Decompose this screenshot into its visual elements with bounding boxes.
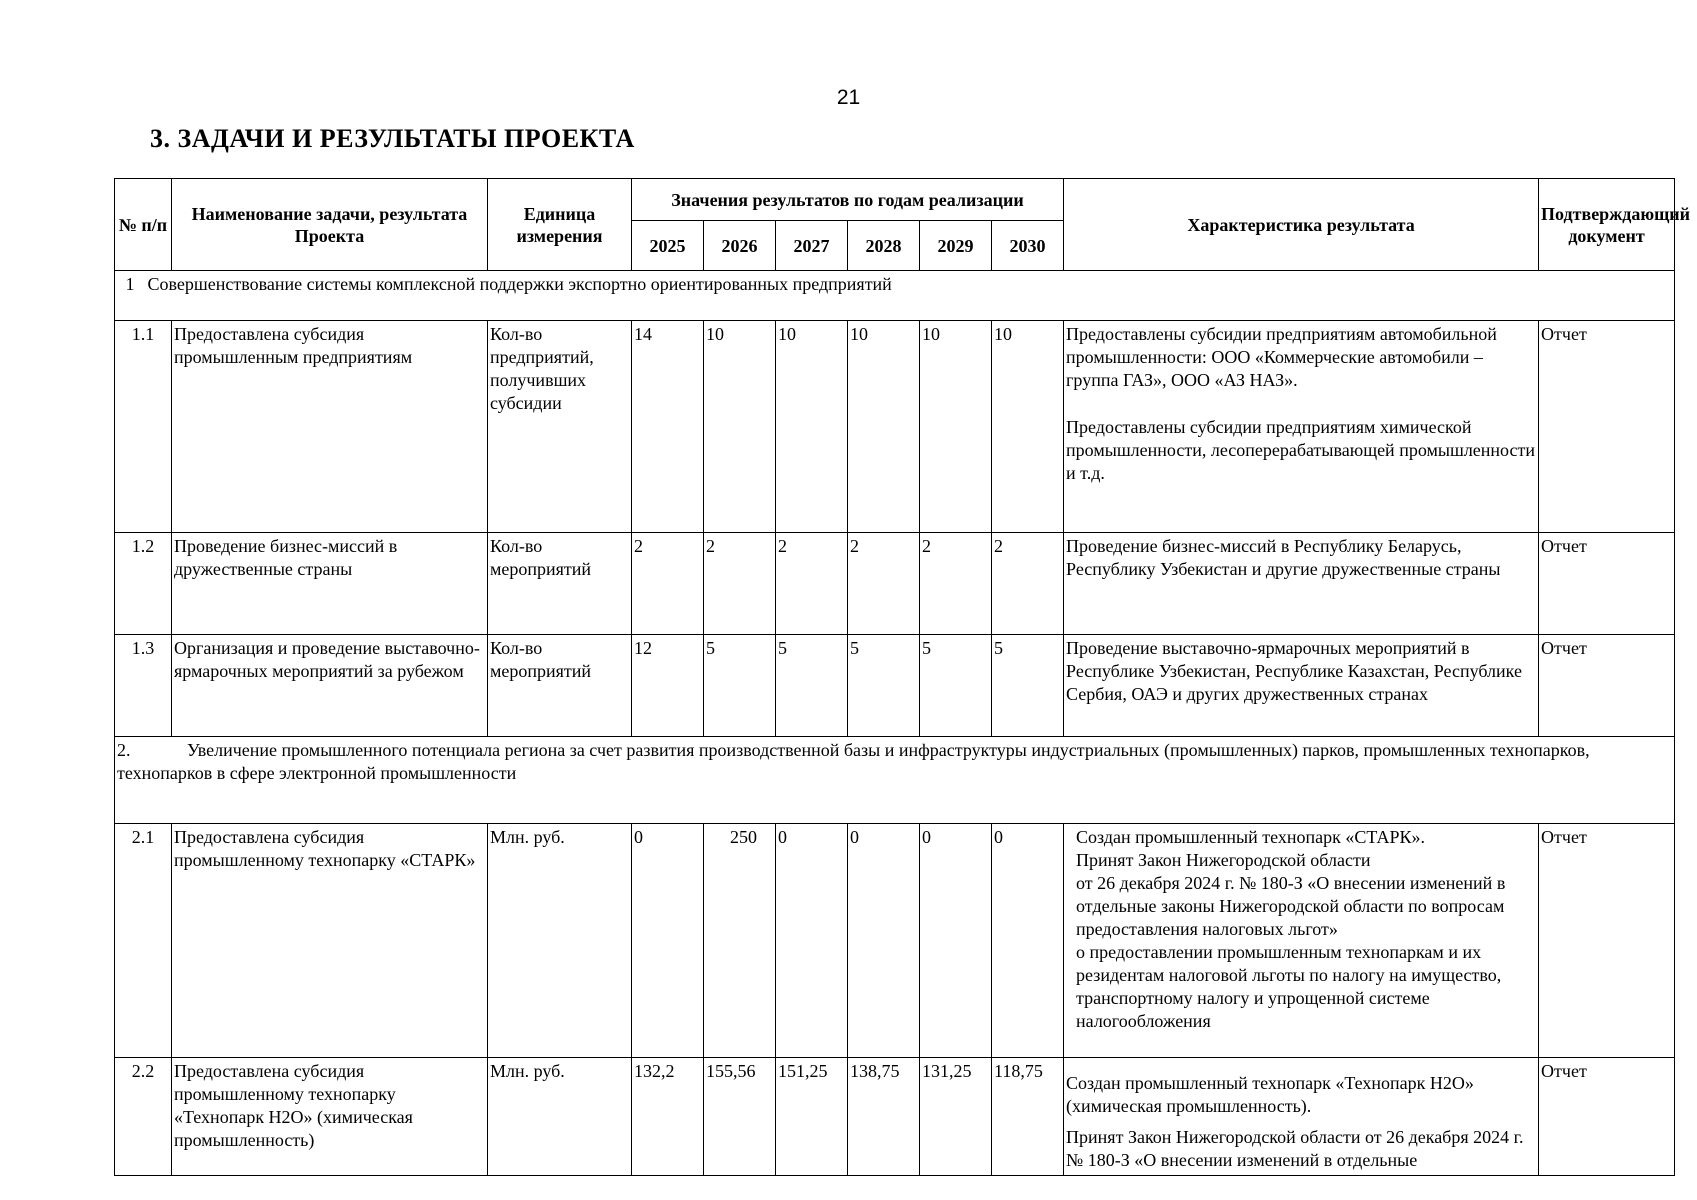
row-number: 2.1 [115,824,172,1058]
row-value: 0 [632,824,704,1058]
row-name: Предоставлена субсидия промышленным предприятиям [172,321,488,533]
section-number: 1 [125,274,135,294]
row-characteristic [1064,533,1539,635]
table-row [115,1058,1675,1176]
header-values-group: Значения результатов по годам реализации [632,179,1064,221]
row-value: 12 [632,635,704,737]
row-value: 5 [776,635,848,737]
section-title: 3. ЗАДАЧИ И РЕЗУЛЬТАТЫ ПРОЕКТА [150,124,635,153]
row-value: 5 [920,635,992,737]
row-value: 2 [848,533,920,635]
header-document: Подтверждающий документ [1539,179,1675,271]
row-characteristic [1064,824,1539,1058]
characteristic-paragraph: Проведение бизнес-миссий в Республику Беларусь, Республику Узбекистан и другие дружественные страны [1066,536,1501,579]
row-value: 118,75 [992,1058,1064,1176]
characteristic-paragraph: Принят Закон Нижегородской области от 26 декабря 2024 г. № 180-З «О внесении изменений в отдельные [1066,1127,1524,1170]
header-characteristic: Характеристика результата [1064,179,1539,271]
row-value: 2 [704,533,776,635]
characteristic-paragraph: Предоставлены субсидии предприятиям автомобильной промышленности: ООО «Коммерческие автомобили – группа ГАЗ», ООО «АЗ НАЗ». [1066,324,1497,390]
row-value: 14 [632,321,704,533]
row-name: Предоставлена субсидия промышленному технопарку «СТАРК» [172,824,488,1058]
row-unit: Кол-во мероприятий [488,533,632,635]
row-value: 0 [992,824,1064,1058]
row-unit: Млн. руб. [488,824,632,1058]
table-row [115,321,1675,533]
row-characteristic [1064,1058,1539,1176]
header-year: 2030 [992,221,1064,271]
header-unit: Единица измерения [488,179,632,271]
section-title-text: Увеличение промышленного потенциала региона за счет развития производственной базы и инфраструктуры индустриальных (промышленных) парков, промышленных технопарков, технопарков в сфере электронной промышленности [117,740,1590,783]
characteristic-paragraph: Принят Закон Нижегородской области [1076,850,1371,870]
row-value: 2 [632,533,704,635]
row-document: Отчет [1539,1058,1675,1176]
row-characteristic [1064,635,1539,737]
header-year: 2025 [632,221,704,271]
row-value: 0 [920,824,992,1058]
section-row [115,271,1675,321]
row-name: Проведение бизнес-миссий в дружественные страны [172,533,488,635]
row-value: 5 [848,635,920,737]
header-year: 2027 [776,221,848,271]
row-unit: Кол-во мероприятий [488,635,632,737]
row-value: 138,75 [848,1058,920,1176]
section-title-text: Совершенствование системы комплексной поддержки экспортно ориентированных предприятий [147,274,892,294]
characteristic-paragraph: от 26 декабря 2024 г. № 180-З «О внесении изменений в отдельные законы Нижегородской области по вопросам предоставления налоговых льгот» [1076,873,1506,939]
row-document: Отчет [1539,533,1675,635]
row-name: Предоставлена субсидия промышленному технопарку «Технопарк Н2О» (химическая промышленность) [172,1058,488,1176]
row-value: 10 [704,321,776,533]
section-row [115,737,1675,824]
row-number: 1.1 [115,321,172,533]
row-number: 2.2 [115,1058,172,1176]
table-row [115,635,1675,737]
characteristic-paragraph: Проведение выставочно-ярмарочных мероприятий в Республике Узбекистан, Республике Казахстан, Республике Сербия, ОАЭ и других дружественных странах [1066,638,1522,704]
row-value: 155,56 [704,1058,776,1176]
header-year: 2029 [920,221,992,271]
header-year: 2028 [848,221,920,271]
row-document: Отчет [1539,321,1675,533]
row-value: 5 [992,635,1064,737]
row-value: 2 [992,533,1064,635]
header-year: 2026 [704,221,776,271]
table-row [115,533,1675,635]
page-number: 21 [836,86,861,109]
row-value: 10 [848,321,920,533]
row-value: 2 [920,533,992,635]
row-number: 1.3 [115,635,172,737]
results-table [114,178,1691,1176]
characteristic-paragraph: Предоставлены субсидии предприятиям химической промышленности, лесоперерабатывающей промышленности и т.д. [1066,417,1535,483]
characteristic-paragraph: о предоставлении промышленным технопаркам и их резидентам налоговой льготы по налогу на имущество, транспортному налогу и упрощенной системе налогообложения [1076,942,1502,1031]
characteristic-paragraph: Создан промышленный технопарк «СТАРК». [1076,827,1425,847]
row-value: 10 [920,321,992,533]
row-value: 250 [704,824,776,1058]
row-value: 10 [776,321,848,533]
row-value: 2 [776,533,848,635]
section-number: 2. [117,740,131,760]
row-value: 0 [848,824,920,1058]
row-value: 0 [776,824,848,1058]
row-value: 132,2 [632,1058,704,1176]
row-value: 10 [992,321,1064,533]
row-document: Отчет [1539,635,1675,737]
row-characteristic [1064,321,1539,533]
header-name: Наименование задачи, результата Проекта [172,179,488,271]
characteristic-paragraph: Создан промышленный технопарк «Технопарк Н2О» (химическая промышленность). [1066,1073,1474,1116]
row-number: 1.2 [115,533,172,635]
row-unit: Кол-во предприятий, получивших субсидии [488,321,632,533]
table-row [115,824,1675,1058]
row-unit: Млн. руб. [488,1058,632,1176]
row-value: 151,25 [776,1058,848,1176]
row-value: 131,25 [920,1058,992,1176]
row-document: Отчет [1539,824,1675,1058]
header-num: № п/п [115,179,172,271]
row-name: Организация и проведение выставочно-ярмарочных мероприятий за рубежом [172,635,488,737]
row-value: 5 [704,635,776,737]
